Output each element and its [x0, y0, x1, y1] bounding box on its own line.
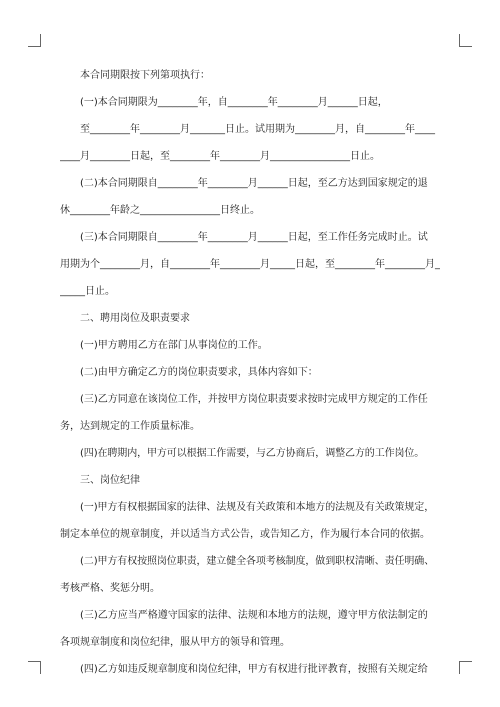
position-clause-3-line-1: (三)乙方同意在该岗位工作，并按甲方岗位职责要求按时完成甲方规定的工作任	[80, 394, 428, 405]
position-clause-3-line-2: 务，达到规定的工作质量标准。	[60, 421, 200, 432]
term-option-2-line-1: (二)本合同期限自________年________月______日起，至乙方达到国家规定的退	[80, 178, 428, 189]
term-option-3-line-3: _____日止。	[60, 286, 115, 297]
term-option-1-line-1: (一)本合同期限为________年，自________年________月______日起，	[80, 97, 388, 108]
term-option-3-line-1: (三)本合同期限自________年________月______日起，至工作任务完成时止。试	[80, 232, 428, 243]
discipline-clause-3-line-2: 各项规章制度和岗位纪律，服从甲方的领导和管理。	[60, 637, 290, 648]
discipline-clause-1-line-1: (一)甲方有权根据国家的法律、法规及有关政策和本地方的法规及有关政策规定，	[80, 502, 435, 513]
position-clause-4: (四)在聘期内，甲方可以根据工作需要，与乙方协商后，调整乙方的工作岗位。	[80, 448, 425, 459]
term-option-1-line-3: ____月________日起，至________年________月________________日止。	[60, 151, 380, 162]
discipline-clause-3-line-1: (三)乙方应当严格遵守国家的法律、法规和本地方的法规，遵守甲方依法制定的	[80, 610, 428, 621]
contract-term-intro: 本合同期限按下列第项执行：	[80, 70, 210, 81]
section-heading-discipline: 三、岗位纪律	[80, 475, 140, 486]
corner-mark-bottom-right	[459, 661, 472, 674]
position-clause-2: (二)由甲方确定乙方的岗位职责要求，具体内容如下：	[80, 367, 318, 378]
position-clause-1: (一)甲方聘用乙方在部门从事岗位的工作。	[80, 340, 268, 351]
corner-mark-top-right	[459, 34, 472, 47]
term-option-1-line-2: 至________年________月_______日止。试用期为________月，自________年____	[80, 124, 435, 135]
corner-mark-top-left	[28, 34, 41, 47]
discipline-clause-4-line-1: (四)乙方如违反规章制度和岗位纪律，甲方有权进行批评教育，按照有关规定给	[80, 664, 428, 675]
term-option-3-line-2: 用期为个________月，自________年________月_____日起，至________年________月_	[60, 259, 440, 270]
term-option-2-line-2: 休________年龄之________________日终止。	[60, 205, 260, 216]
discipline-clause-2-line-1: (二)甲方有权按照岗位职责，建立健全各项考核制度，做到职权清晰、责任明确、	[80, 556, 435, 567]
discipline-clause-2-line-2: 考核严格、奖惩分明。	[60, 583, 160, 594]
section-heading-position: 二、聘用岗位及职责要求	[80, 313, 190, 324]
document-body	[60, 62, 440, 683]
discipline-clause-1-line-2: 制定本单位的规章制度，并以适当方式公告，或告知乙方，作为履行本合同的依据。	[60, 529, 430, 540]
corner-mark-bottom-left	[28, 661, 41, 674]
